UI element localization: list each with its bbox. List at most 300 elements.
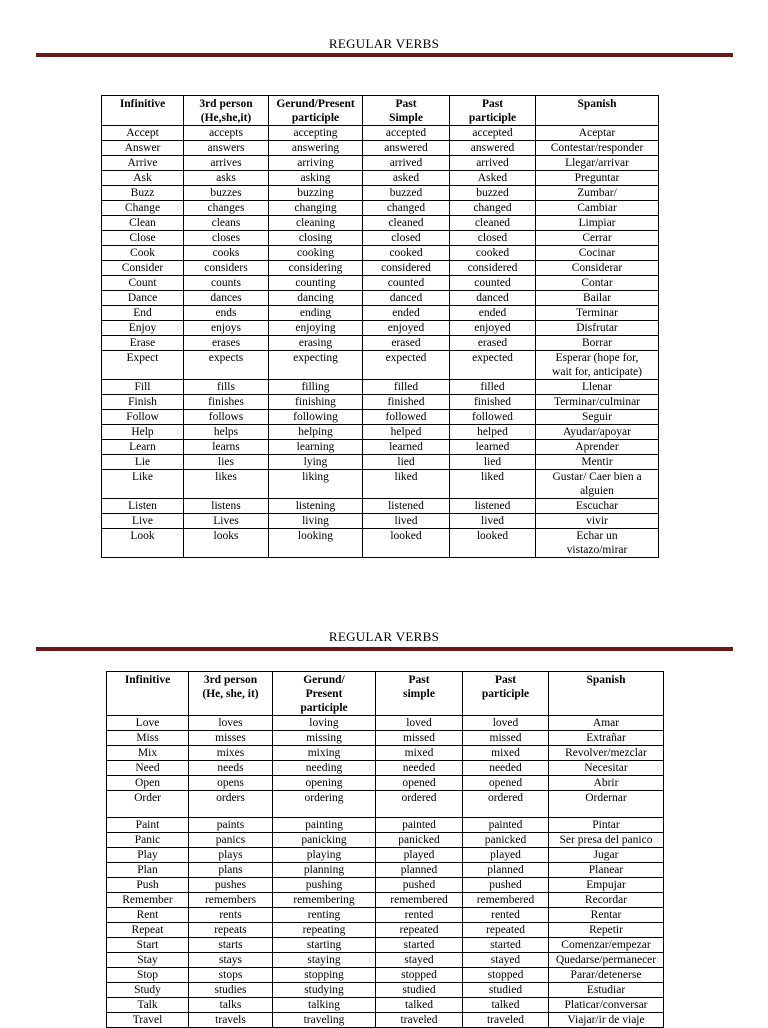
cell-spanish: Aceptar bbox=[536, 126, 659, 141]
header-third-person bbox=[184, 96, 269, 126]
cell-spanish: Escuchar bbox=[536, 499, 659, 514]
cell-past-participle: learned bbox=[450, 440, 536, 455]
cell-past-participle: lied bbox=[450, 455, 536, 470]
header-text: Infinitive bbox=[119, 98, 166, 110]
cell-infinitive: Start bbox=[107, 938, 189, 953]
cell-past-participle: painted bbox=[463, 818, 549, 833]
table-row bbox=[107, 998, 664, 1013]
cell-third-person: learns bbox=[184, 440, 269, 455]
cell-past-participle: arrived bbox=[450, 156, 536, 171]
cell-spanish: Pintar bbox=[549, 818, 664, 833]
cell-past-participle: erased bbox=[450, 336, 536, 351]
header-text: participle bbox=[300, 702, 348, 714]
cell-infinitive: Accept bbox=[102, 126, 184, 141]
cell-third-person: fills bbox=[184, 380, 269, 395]
cell-past-simple: lived bbox=[363, 514, 450, 529]
cell-third-person: misses bbox=[189, 731, 273, 746]
cell-past-participle: closed bbox=[450, 231, 536, 246]
cell-past-simple: changed bbox=[363, 201, 450, 216]
cell-spanish: Ser presa del panico bbox=[549, 833, 664, 848]
cell-third-person: panics bbox=[189, 833, 273, 848]
cell-gerund: answering bbox=[269, 141, 363, 156]
cell-infinitive: Mix bbox=[107, 746, 189, 761]
cell-gerund: painting bbox=[273, 818, 376, 833]
table-row bbox=[102, 261, 659, 276]
cell-spanish: Llegar/arrivar bbox=[536, 156, 659, 171]
cell-spanish: Repetir bbox=[549, 923, 664, 938]
table-row bbox=[102, 395, 659, 410]
cell-third-person: cleans bbox=[184, 216, 269, 231]
cell-past-simple: looked bbox=[363, 529, 450, 558]
table-row bbox=[102, 276, 659, 291]
cell-past-simple: remembered bbox=[376, 893, 463, 908]
cell-third-person: expects bbox=[184, 351, 269, 380]
cell-past-simple: traveled bbox=[376, 1013, 463, 1028]
table-row bbox=[107, 923, 664, 938]
cell-spanish: Amar bbox=[549, 716, 664, 731]
cell-gerund: counting bbox=[269, 276, 363, 291]
cell-infinitive: Talk bbox=[107, 998, 189, 1013]
cell-infinitive: Like bbox=[102, 470, 184, 499]
cell-spanish: Platicar/conversar bbox=[549, 998, 664, 1013]
cell-past-participle: Asked bbox=[450, 171, 536, 186]
cell-past-simple: cleaned bbox=[363, 216, 450, 231]
cell-past-participle: stopped bbox=[463, 968, 549, 983]
table-row bbox=[102, 470, 659, 499]
cell-infinitive: Remember bbox=[107, 893, 189, 908]
cell-infinitive: Study bbox=[107, 983, 189, 998]
cell-past-participle: lived bbox=[450, 514, 536, 529]
cell-gerund: repeating bbox=[273, 923, 376, 938]
cell-gerund: liking bbox=[269, 470, 363, 499]
cell-infinitive: Consider bbox=[102, 261, 184, 276]
cell-past-participle: cooked bbox=[450, 246, 536, 261]
cell-past-participle: traveled bbox=[463, 1013, 549, 1028]
cell-gerund: expecting bbox=[269, 351, 363, 380]
cell-past-participle: counted bbox=[450, 276, 536, 291]
header-text: 3rd person bbox=[203, 674, 258, 686]
cell-third-person: looks bbox=[184, 529, 269, 558]
cell-infinitive: Dance bbox=[102, 291, 184, 306]
cell-infinitive: Answer bbox=[102, 141, 184, 156]
table-row bbox=[107, 791, 664, 818]
cell-spanish: Empujar bbox=[549, 878, 664, 893]
cell-past-participle: liked bbox=[450, 470, 536, 499]
cell-gerund: talking bbox=[273, 998, 376, 1013]
cell-past-participle: planned bbox=[463, 863, 549, 878]
cell-gerund: changing bbox=[269, 201, 363, 216]
cell-gerund: ending bbox=[269, 306, 363, 321]
header-text: Gerund/ bbox=[303, 674, 345, 686]
cell-past-simple: learned bbox=[363, 440, 450, 455]
cell-gerund: erasing bbox=[269, 336, 363, 351]
header-past-simple bbox=[376, 672, 463, 716]
cell-gerund: remembering bbox=[273, 893, 376, 908]
cell-past-participle: helped bbox=[450, 425, 536, 440]
cell-spanish: Estudiar bbox=[549, 983, 664, 998]
cell-gerund: cooking bbox=[269, 246, 363, 261]
table-row bbox=[107, 746, 664, 761]
cell-gerund: considering bbox=[269, 261, 363, 276]
header-text: Past bbox=[408, 674, 430, 686]
header-third-person bbox=[189, 672, 273, 716]
cell-spanish: Parar/detenerse bbox=[549, 968, 664, 983]
cell-past-participle: stayed bbox=[463, 953, 549, 968]
table-row bbox=[107, 818, 664, 833]
cell-gerund: asking bbox=[269, 171, 363, 186]
cell-past-participle: remembered bbox=[463, 893, 549, 908]
table-row bbox=[102, 186, 659, 201]
cell-past-simple: played bbox=[376, 848, 463, 863]
cell-past-simple: answered bbox=[363, 141, 450, 156]
cell-past-participle: answered bbox=[450, 141, 536, 156]
table-row bbox=[102, 216, 659, 231]
cell-infinitive: Repeat bbox=[107, 923, 189, 938]
cell-third-person: enjoys bbox=[184, 321, 269, 336]
cell-infinitive: Learn bbox=[102, 440, 184, 455]
cell-gerund: panicking bbox=[273, 833, 376, 848]
cell-third-person: helps bbox=[184, 425, 269, 440]
cell-infinitive: Finish bbox=[102, 395, 184, 410]
cell-third-person: mixes bbox=[189, 746, 273, 761]
cell-spanish: Comenzar/empezar bbox=[549, 938, 664, 953]
table-row bbox=[107, 983, 664, 998]
cell-past-participle: accepted bbox=[450, 126, 536, 141]
header-spanish bbox=[549, 672, 664, 716]
cell-spanish: Aprender bbox=[536, 440, 659, 455]
cell-spanish: Ordernar bbox=[549, 791, 664, 818]
cell-gerund: arriving bbox=[269, 156, 363, 171]
cell-past-participle: started bbox=[463, 938, 549, 953]
header-text: (He,she,it) bbox=[200, 112, 252, 124]
cell-infinitive: Buzz bbox=[102, 186, 184, 201]
cell-gerund: renting bbox=[273, 908, 376, 923]
table-row bbox=[102, 425, 659, 440]
cell-past-simple: pushed bbox=[376, 878, 463, 893]
cell-third-person: dances bbox=[184, 291, 269, 306]
cell-gerund: studying bbox=[273, 983, 376, 998]
cell-past-participle: mixed bbox=[463, 746, 549, 761]
header-text: Spanish bbox=[577, 98, 617, 110]
cell-third-person: follows bbox=[184, 410, 269, 425]
cell-gerund: stopping bbox=[273, 968, 376, 983]
cell-past-participle: buzzed bbox=[450, 186, 536, 201]
cell-gerund: opening bbox=[273, 776, 376, 791]
cell-past-participle: listened bbox=[450, 499, 536, 514]
cell-past-participle: considered bbox=[450, 261, 536, 276]
cell-gerund: staying bbox=[273, 953, 376, 968]
cell-third-person: answers bbox=[184, 141, 269, 156]
cell-infinitive: Expect bbox=[102, 351, 184, 380]
cell-spanish: Borrar bbox=[536, 336, 659, 351]
cell-past-participle: needed bbox=[463, 761, 549, 776]
cell-infinitive: Cook bbox=[102, 246, 184, 261]
cell-third-person: counts bbox=[184, 276, 269, 291]
table-row bbox=[102, 336, 659, 351]
cell-spanish: Cambiar bbox=[536, 201, 659, 216]
cell-infinitive: Plan bbox=[107, 863, 189, 878]
cell-third-person: listens bbox=[184, 499, 269, 514]
table-row bbox=[102, 499, 659, 514]
cell-past-simple: missed bbox=[376, 731, 463, 746]
cell-spanish: Limpiar bbox=[536, 216, 659, 231]
header-text: simple bbox=[403, 688, 435, 700]
cell-third-person: starts bbox=[189, 938, 273, 953]
cell-third-person: loves bbox=[189, 716, 273, 731]
table-row bbox=[107, 938, 664, 953]
cell-past-simple: filled bbox=[363, 380, 450, 395]
header-gerund bbox=[269, 96, 363, 126]
cell-past-simple: ended bbox=[363, 306, 450, 321]
cell-spanish: Considerar bbox=[536, 261, 659, 276]
cell-third-person: finishes bbox=[184, 395, 269, 410]
table-row bbox=[102, 351, 659, 380]
cell-gerund: cleaning bbox=[269, 216, 363, 231]
cell-infinitive: Arrive bbox=[102, 156, 184, 171]
cell-spanish: Contar bbox=[536, 276, 659, 291]
cell-past-simple: painted bbox=[376, 818, 463, 833]
cell-third-person: cooks bbox=[184, 246, 269, 261]
cell-gerund: lying bbox=[269, 455, 363, 470]
table-row bbox=[107, 953, 664, 968]
cell-past-participle: ended bbox=[450, 306, 536, 321]
cell-past-simple: expected bbox=[363, 351, 450, 380]
cell-third-person: talks bbox=[189, 998, 273, 1013]
header-text: Simple bbox=[389, 112, 423, 124]
cell-past-simple: listened bbox=[363, 499, 450, 514]
cell-gerund: accepting bbox=[269, 126, 363, 141]
cell-past-simple: rented bbox=[376, 908, 463, 923]
cell-past-participle: rented bbox=[463, 908, 549, 923]
cell-third-person: arrives bbox=[184, 156, 269, 171]
cell-spanish: Ayudar/apoyar bbox=[536, 425, 659, 440]
cell-past-participle: followed bbox=[450, 410, 536, 425]
cell-infinitive: Help bbox=[102, 425, 184, 440]
cell-past-simple: followed bbox=[363, 410, 450, 425]
cell-gerund: starting bbox=[273, 938, 376, 953]
cell-gerund: buzzing bbox=[269, 186, 363, 201]
cell-infinitive: Stay bbox=[107, 953, 189, 968]
cell-gerund: following bbox=[269, 410, 363, 425]
cell-infinitive: Love bbox=[107, 716, 189, 731]
table-row bbox=[102, 321, 659, 336]
cell-infinitive: Enjoy bbox=[102, 321, 184, 336]
cell-past-simple: stayed bbox=[376, 953, 463, 968]
cell-third-person: Lives bbox=[184, 514, 269, 529]
cell-infinitive: Travel bbox=[107, 1013, 189, 1028]
cell-past-simple: helped bbox=[363, 425, 450, 440]
section-1-title: REGULAR VERBS bbox=[328, 36, 440, 51]
cell-infinitive: Paint bbox=[107, 818, 189, 833]
cell-past-participle: finished bbox=[450, 395, 536, 410]
verb-table-2 bbox=[106, 671, 664, 1028]
cell-spanish: Jugar bbox=[549, 848, 664, 863]
cell-spanish: Contestar/responder bbox=[536, 141, 659, 156]
cell-past-simple: liked bbox=[363, 470, 450, 499]
cell-past-participle: pushed bbox=[463, 878, 549, 893]
cell-spanish: Terminar bbox=[536, 306, 659, 321]
header-text: Present bbox=[305, 688, 343, 700]
cell-infinitive: Play bbox=[107, 848, 189, 863]
cell-past-participle: cleaned bbox=[450, 216, 536, 231]
cell-infinitive: Push bbox=[107, 878, 189, 893]
cell-spanish: Terminar/culminar bbox=[536, 395, 659, 410]
cell-gerund: traveling bbox=[273, 1013, 376, 1028]
table-row bbox=[107, 968, 664, 983]
table-row bbox=[107, 893, 664, 908]
header-text: (He, she, it) bbox=[202, 688, 259, 700]
cell-gerund: missing bbox=[273, 731, 376, 746]
section-1-divider bbox=[36, 53, 733, 57]
cell-past-simple: closed bbox=[363, 231, 450, 246]
cell-infinitive: Listen bbox=[102, 499, 184, 514]
header-text: participle bbox=[468, 112, 517, 124]
cell-infinitive: Clean bbox=[102, 216, 184, 231]
cell-third-person: closes bbox=[184, 231, 269, 246]
table-header-row bbox=[102, 96, 659, 126]
cell-infinitive: Live bbox=[102, 514, 184, 529]
cell-past-participle: missed bbox=[463, 731, 549, 746]
header-text: participle bbox=[481, 688, 530, 700]
cell-spanish: Rentar bbox=[549, 908, 664, 923]
cell-spanish: Viajar/ir de viaje bbox=[549, 1013, 664, 1028]
cell-third-person: orders bbox=[189, 791, 273, 818]
table-row bbox=[102, 156, 659, 171]
cell-third-person: ends bbox=[184, 306, 269, 321]
cell-third-person: asks bbox=[184, 171, 269, 186]
cell-past-simple: arrived bbox=[363, 156, 450, 171]
cell-third-person: pushes bbox=[189, 878, 273, 893]
cell-third-person: considers bbox=[184, 261, 269, 276]
cell-spanish: Revolver/mezclar bbox=[549, 746, 664, 761]
table-row bbox=[107, 878, 664, 893]
cell-gerund: closing bbox=[269, 231, 363, 246]
cell-past-participle: ordered bbox=[463, 791, 549, 818]
cell-spanish: Preguntar bbox=[536, 171, 659, 186]
cell-past-simple: asked bbox=[363, 171, 450, 186]
cell-third-person: rents bbox=[189, 908, 273, 923]
table-row bbox=[102, 514, 659, 529]
header-gerund bbox=[273, 672, 376, 716]
cell-past-simple: needed bbox=[376, 761, 463, 776]
header-infinitive bbox=[102, 96, 184, 126]
cell-infinitive: Open bbox=[107, 776, 189, 791]
cell-spanish: Extrañar bbox=[549, 731, 664, 746]
cell-past-simple: lied bbox=[363, 455, 450, 470]
header-spanish bbox=[536, 96, 659, 126]
cell-past-simple: panicked bbox=[376, 833, 463, 848]
table-row bbox=[102, 231, 659, 246]
cell-past-simple: stopped bbox=[376, 968, 463, 983]
cell-infinitive: Miss bbox=[107, 731, 189, 746]
cell-past-participle: repeated bbox=[463, 923, 549, 938]
cell-gerund: filling bbox=[269, 380, 363, 395]
cell-past-participle: panicked bbox=[463, 833, 549, 848]
cell-infinitive: Order bbox=[107, 791, 189, 818]
cell-gerund: learning bbox=[269, 440, 363, 455]
table-row bbox=[107, 776, 664, 791]
cell-past-simple: planned bbox=[376, 863, 463, 878]
cell-infinitive: Close bbox=[102, 231, 184, 246]
table-row bbox=[102, 291, 659, 306]
cell-third-person: changes bbox=[184, 201, 269, 216]
cell-past-simple: cooked bbox=[363, 246, 450, 261]
cell-past-simple: considered bbox=[363, 261, 450, 276]
cell-spanish: Disfrutar bbox=[536, 321, 659, 336]
table-row bbox=[102, 126, 659, 141]
cell-infinitive: Ask bbox=[102, 171, 184, 186]
cell-past-simple: ordered bbox=[376, 791, 463, 818]
cell-gerund: mixing bbox=[273, 746, 376, 761]
cell-gerund: dancing bbox=[269, 291, 363, 306]
cell-spanish: Cerrar bbox=[536, 231, 659, 246]
cell-third-person: stays bbox=[189, 953, 273, 968]
table-row bbox=[107, 848, 664, 863]
cell-past-simple: finished bbox=[363, 395, 450, 410]
cell-third-person: opens bbox=[189, 776, 273, 791]
cell-past-participle: enjoyed bbox=[450, 321, 536, 336]
cell-past-participle: talked bbox=[463, 998, 549, 1013]
section-2-divider bbox=[36, 647, 733, 651]
cell-past-simple: loved bbox=[376, 716, 463, 731]
header-text: Past bbox=[395, 98, 417, 110]
cell-past-participle: looked bbox=[450, 529, 536, 558]
cell-gerund: looking bbox=[269, 529, 363, 558]
cell-spanish: Necesitar bbox=[549, 761, 664, 776]
cell-gerund: ordering bbox=[273, 791, 376, 818]
cell-past-simple: counted bbox=[363, 276, 450, 291]
table-row bbox=[107, 863, 664, 878]
cell-infinitive: Change bbox=[102, 201, 184, 216]
cell-infinitive: Need bbox=[107, 761, 189, 776]
table-row bbox=[102, 380, 659, 395]
cell-third-person: paints bbox=[189, 818, 273, 833]
cell-spanish: Mentir bbox=[536, 455, 659, 470]
cell-gerund: helping bbox=[269, 425, 363, 440]
cell-third-person: studies bbox=[189, 983, 273, 998]
cell-gerund: finishing bbox=[269, 395, 363, 410]
cell-spanish: vivir bbox=[536, 514, 659, 529]
table-row bbox=[107, 1013, 664, 1028]
header-text: Gerund/Present bbox=[276, 98, 355, 110]
cell-spanish: Planear bbox=[549, 863, 664, 878]
table-row bbox=[102, 141, 659, 156]
table-row bbox=[107, 716, 664, 731]
table-row bbox=[107, 761, 664, 776]
table-row bbox=[102, 246, 659, 261]
cell-spanish: Zumbar/ bbox=[536, 186, 659, 201]
cell-gerund: enjoying bbox=[269, 321, 363, 336]
cell-past-participle: opened bbox=[463, 776, 549, 791]
cell-infinitive: Fill bbox=[102, 380, 184, 395]
cell-past-simple: erased bbox=[363, 336, 450, 351]
cell-third-person: accepts bbox=[184, 126, 269, 141]
table-header-row bbox=[107, 672, 664, 716]
cell-past-simple: opened bbox=[376, 776, 463, 791]
cell-third-person: plays bbox=[189, 848, 273, 863]
cell-third-person: repeats bbox=[189, 923, 273, 938]
header-text: Spanish bbox=[586, 674, 626, 686]
cell-gerund: needing bbox=[273, 761, 376, 776]
cell-spanish: Abrir bbox=[549, 776, 664, 791]
header-text: participle bbox=[291, 112, 340, 124]
table-row bbox=[107, 731, 664, 746]
header-past-participle bbox=[450, 96, 536, 126]
cell-past-simple: repeated bbox=[376, 923, 463, 938]
header-past-simple bbox=[363, 96, 450, 126]
cell-spanish: Gustar/ Caer bien a alguien bbox=[536, 470, 659, 499]
cell-gerund: listening bbox=[269, 499, 363, 514]
